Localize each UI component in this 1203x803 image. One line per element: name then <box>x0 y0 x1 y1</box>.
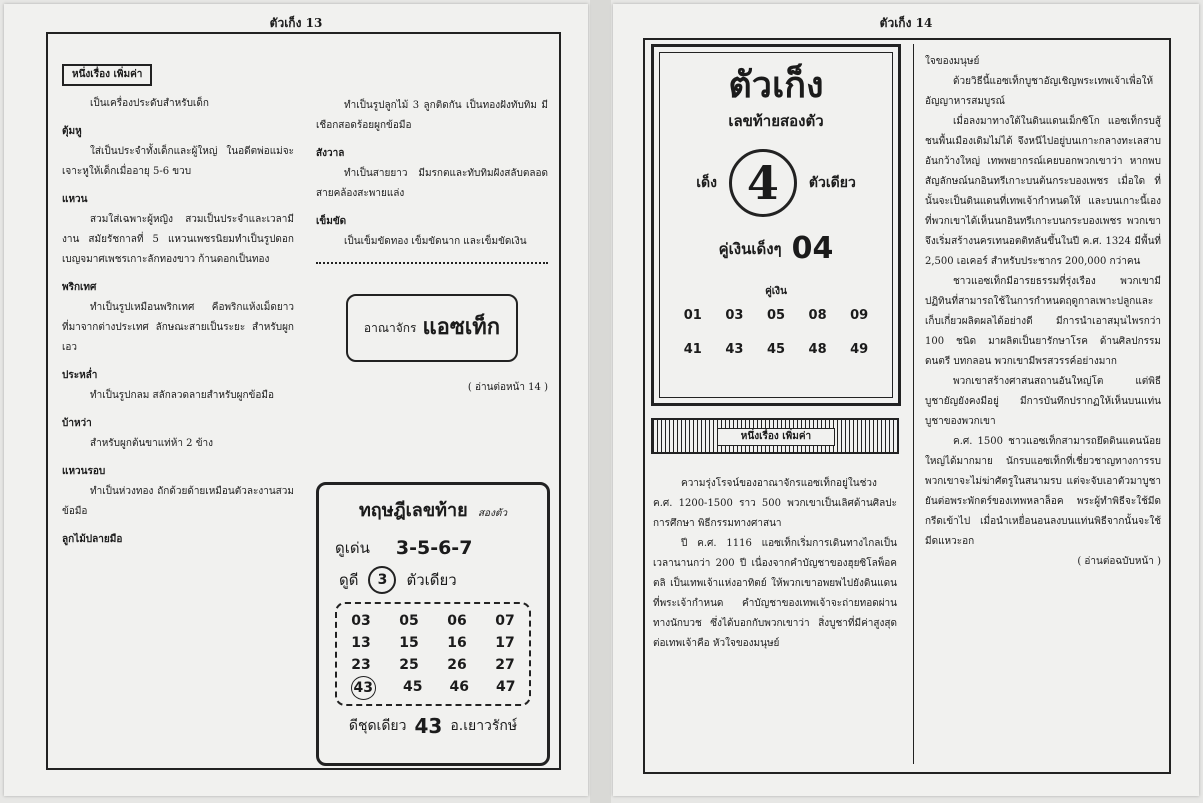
number-cell: 08 <box>808 308 827 323</box>
page-gutter <box>590 0 611 803</box>
item-text: สวมใส่เฉพาะผู้หญิง สวมเป็นประจำและเวลามีงาน สมัยรัชกาลที่ 5 แหวนเพชรนิยมทำเป็นรูปดอกเบญจมาศเพชรเกาะลักทองขาว ก้านดอกเป็นทอง <box>62 214 294 265</box>
item-heading: บ้าหว่า <box>62 418 92 429</box>
continue-note: ( อ่านต่อหน้า 14 ) <box>467 382 548 393</box>
item-text: ทำเป็นรูปเหมือนพริกเทศ คือพริกแห้งเม็ดยาวที่มาจากต่างประเทศ ลักษณะสายเป็นระยะ สำหรับผูกเอว <box>62 302 294 353</box>
number-cell: 15 <box>399 635 419 651</box>
item-heading: เข็มขัด <box>316 216 347 227</box>
lucky-box-title: ทฤษฎีเลขท้าย <box>358 500 468 521</box>
number-row <box>337 632 529 654</box>
number-cell: 07 <box>495 613 515 629</box>
number-cell: 43 <box>725 342 744 357</box>
article-paragraph: ความรุ่งโรจน์ของอาณาจักรแอซเท็กอยู่ในช่วง ค.ศ. 1200-1500 ราว 500 พวกเขาเป็นเลิศด้านศิลปะ การศึกษา พิธีกรรมทางศาสนา <box>653 478 897 529</box>
best-digit: 3 <box>368 566 396 594</box>
number-cell: 23 <box>351 657 371 673</box>
footer-number: 43 <box>414 714 443 738</box>
single-label: ตัวเดียว <box>406 571 457 589</box>
number-cell: 48 <box>808 342 827 357</box>
left-column <box>62 64 294 550</box>
author: อ.เยาวรักษ์ <box>450 718 518 734</box>
number-cell: 41 <box>683 342 702 357</box>
item-text: สำหรับผูกต้นขาแท่ห้า 2 ข้าง <box>90 438 214 449</box>
footer-label: ดีชุดเดียว <box>348 718 407 734</box>
item-heading: ตุ้มหู <box>62 126 82 137</box>
left-column <box>653 474 897 654</box>
number-row <box>337 654 529 676</box>
article-paragraph: เมื่อลงมาทางใต้ในดินแดนเม็กซิโก แอซเท็กรบสู้ชนพื้นเมืองเดิมไม่ได้ จึงหนีไปอยู่บนเกาะกลางทะเลสาบอันกว้างใหญ่ เทพพยากรณ์เคยบอกพวกเขาว่า หากพบสัญลักษณ์นกอินทรีเกาะบนต้นกระบองเพชร เมื่อใด ที่นั้นจะเป็นดินแดนที่เทพเจ้ากำหนดให้ และบนเกาะนี้เองที่พวกเขาได้เห็นนกอินทรีเกาะบนกระบองเพชร พวกเขาจึงเริ่มสร้างนครเทนอตติทลันขึ้นในปี ค.ศ. 1324 มีพื้นที่ 2,500 เอเคอร์ สำหรับประชากร 200,000 กว่าคน <box>925 116 1161 267</box>
article-paragraph: ชาวแอซเท็กมีอารยธรรมที่รุ่งเรือง พวกเขามีปฏิทินที่สามารถใช้ในการกำหนดฤดูกาลเพาะปลูกและเก็บเกี่ยวผลิตผลได้อย่างดี มีการนำเอาสมุนไพรกว่า 100 ชนิด มาผลิตเป็นยารักษาโรค ด้านศิลปกรรม ดนตรี บทกลอน พวกเขามีพรสวรรค์อย่างมาก <box>925 276 1161 367</box>
article-paragraph: ปี ค.ศ. 1116 แอซเท็กเริ่มการเดินทางไกลเป็นเวลานานกว่า 200 ปี เนื่องจากคำบัญชาของฮุยซิโลพ็อคตลิ เป็นเทพเจ้าแห่งอาทิตย์ ให้พวกเขาอพยพไปยังดินแดนที่พระเจ้ากำหนด คำบัญชาของเทพเจ้าจะถ่ายทอดผ่านทางนักบวช ซึ่งได้บอกกับพวกเขาว่า สิ่งบูชาที่มีค่าสูงสุดต่อเทพเจ้าคือ หัวใจของมนุษย์ <box>653 538 897 649</box>
page-number: ตัวเก็ง 14 <box>879 16 933 30</box>
left-label: เด็ง <box>696 175 717 191</box>
number-cell: 03 <box>725 308 744 323</box>
number-cell: 05 <box>399 613 419 629</box>
number-cell: 01 <box>683 308 702 323</box>
number-cell: 03 <box>351 613 371 629</box>
page-number: ตัวเก็ง 13 <box>269 16 323 30</box>
number-cell: 05 <box>766 308 786 323</box>
panel-inner-border <box>659 52 893 398</box>
more-section-label: หนึ่งเรื่อง เพิ่มค่า <box>62 64 152 86</box>
lead-numbers: 3-5-6-7 <box>395 537 473 559</box>
number-cell: 45 <box>766 342 786 357</box>
number-cell: 27 <box>495 657 515 673</box>
lucky-number-box <box>316 482 550 766</box>
column-rule <box>913 44 914 764</box>
intro-text: เป็นเครื่องประดับสำหรับเด็ก <box>90 98 209 109</box>
article-paragraph: พวกเขาสร้างศาสนสถานอันใหญ่โต แต่พิธีบูชายัญยังคงมีอยู่ มีการบันทึกปรากฏให้เห็นบนแท่นบูชาของพวกเขา <box>925 376 1161 427</box>
kingdom-title-box <box>346 294 518 362</box>
best-row <box>339 566 547 594</box>
number-row <box>337 610 529 632</box>
kingdom-prefix: อาณาจักร <box>363 321 417 335</box>
lead-label: ดูเด่น <box>335 539 370 557</box>
article-paragraph: ค.ศ. 1500 ชาวแอซเท็กสามารถยึดดินแดนน้อยใหญ่ได้มากมาย นักรบแอซเท็กที่เชี่ยวชาญทางการรบ พวกเขาจะไม่ฆ่าศัตรูในสนามรบ แต่จะจับเอาตัวมาบูชายันต่อพระพักตร์ของเทพหลาล็อค พระผู้ทำพิธีจะใช้มีดกรีดเข้าไป เมื่อนำเหยื่อนอนลงบนแท่นพิธีจากนั้นจะใช้มีดแหวะอก <box>925 436 1161 547</box>
right-column <box>316 96 548 398</box>
number-row <box>337 676 529 700</box>
item-heading: สังวาล <box>316 148 345 159</box>
continue-note: ( อ่านต่อฉบับหน้า ) <box>1077 556 1161 567</box>
number-cell: 17 <box>495 635 515 651</box>
prediction-panel <box>651 44 901 406</box>
pair-number: 04 <box>791 231 834 266</box>
pair-label: คู่เงินเด็งๆ <box>718 239 782 258</box>
item-heading: พริกเทศ <box>62 282 97 293</box>
number-cell: 26 <box>447 657 467 673</box>
right-page <box>613 4 1199 796</box>
kingdom-name: แอซเท็ก <box>422 315 501 340</box>
money-label: คู่เงิน <box>765 286 787 297</box>
more-section-label: หนึ่งเรื่อง เพิ่มค่า <box>717 428 835 446</box>
best-label: ดูดี <box>339 571 359 589</box>
lucky-box-footer <box>319 714 547 738</box>
number-cell: 13 <box>351 635 371 651</box>
right-label: ตัวเดียว <box>808 175 856 191</box>
item-heading: แหวน <box>62 194 88 205</box>
panel-subtitle: เลขท้ายสองตัว <box>728 112 824 130</box>
lead-row <box>335 536 547 560</box>
number-grid <box>335 602 531 706</box>
left-page <box>4 4 588 796</box>
item-text: ทำเป็นสายยาว มีมรกตและทับทิมฝังสลับตลอดสายคล้องสะพายแล่ง <box>316 168 548 199</box>
item-heading: แหวนรอบ <box>62 466 106 477</box>
article-paragraph: ด้วยวิธีนี้แอซเท็กบูชาอัญเชิญพระเทพเจ้าเพื่อให้อัญญาหารสมบูรณ์ <box>925 76 1154 107</box>
number-cell: 25 <box>399 657 419 673</box>
number-cell: 09 <box>850 308 869 323</box>
circled-number-cell: 43 <box>351 676 376 700</box>
item-text: ทำเป็นรูปลูกไม้ 3 ลูกติดกัน เป็นทองฝังทับทิม มีเชือกสอดร้อยผูกข้อมือ <box>316 100 548 131</box>
lucky-box-header <box>319 495 547 524</box>
dotted-divider <box>316 262 548 264</box>
number-cell: 16 <box>447 635 467 651</box>
panel-title: ตัวเก็ง <box>728 64 824 106</box>
article-paragraph: ใจของมนุษย์ <box>925 56 980 67</box>
lead-digit: 4 <box>729 149 797 217</box>
right-column <box>925 52 1161 572</box>
number-cell: 45 <box>403 679 423 695</box>
number-cell: 47 <box>496 679 516 695</box>
item-text: ใส่เป็นประจำทั้งเด็กและผู้ใหญ่ ในอดีตพ่อแม่จะเจาะหูให้เด็กเมื่ออายุ 5-6 ขวบ <box>62 146 294 177</box>
item-text: ทำเป็นรูปกลม สลักลวดลายสำหรับผูกข้อมือ <box>90 390 274 401</box>
item-heading: ประหล่ำ <box>62 370 98 381</box>
lucky-box-subtitle: สองตัว <box>477 508 508 519</box>
item-text: ทำเป็นห่วงทอง ถักด้วยด้ายเหมือนตัวละงานสวมข้อมือ <box>62 486 294 517</box>
number-cell: 06 <box>447 613 467 629</box>
item-text: เป็นเข็มขัดทอง เข็มขัดนาก และเข็มขัดเงิน <box>344 236 527 247</box>
number-cell: 46 <box>449 679 469 695</box>
item-heading: ลูกไม้ปลายมือ <box>62 534 123 545</box>
more-section-band <box>651 418 899 454</box>
number-cell: 49 <box>850 342 869 357</box>
